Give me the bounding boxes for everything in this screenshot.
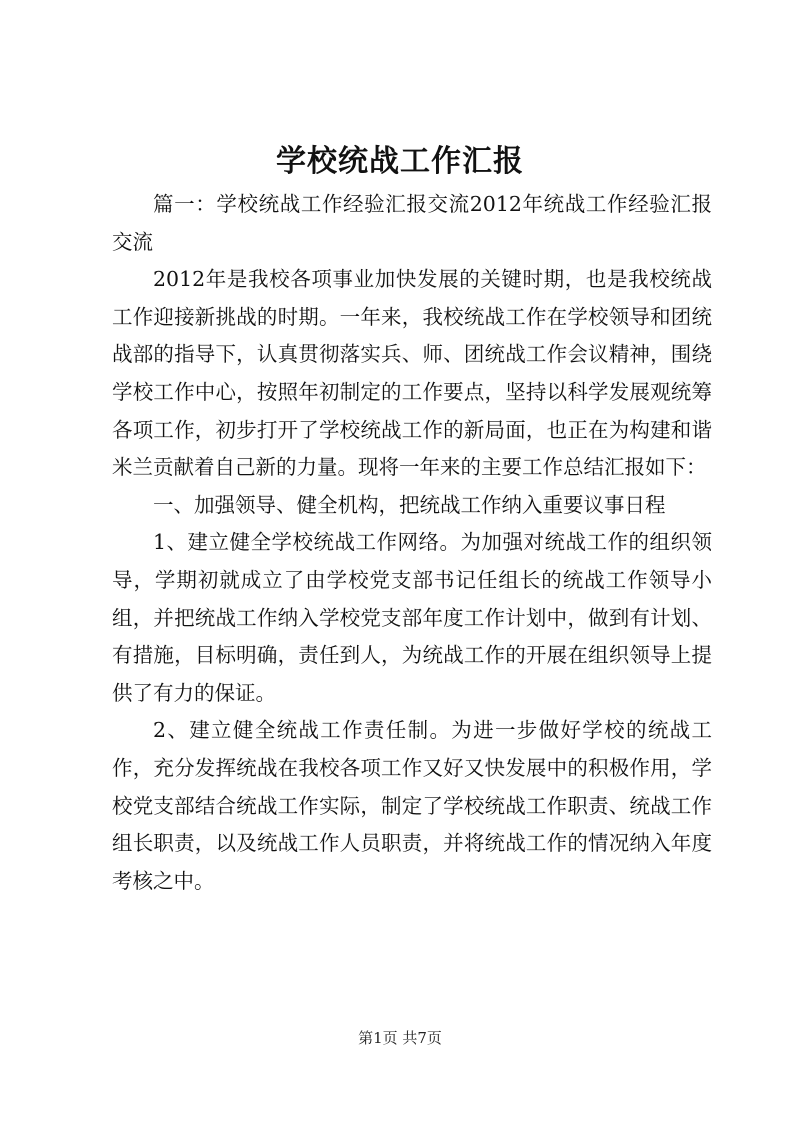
item-paragraph-2: 2、建立健全统战工作责任制。为进一步做好学校的统战工作，充分发挥统战在我校各项工作又好又快发展中的积极作用，学校党支部结合统战工作实际，制定了学校统战工作职责、统战工作组长职责，以及统战工作人员职责，并将统战工作的情况纳入年度考核之中。 bbox=[112, 718, 712, 893]
section-intro-paragraph: 篇一：学校统战工作经验汇报交流2012年统战工作经验汇报交流 bbox=[112, 192, 712, 254]
summary-paragraph: 2012年是我校各项事业加快发展的关键时期，也是我校统战工作迎接新挑战的时期。一年来，我校统战工作在学校领导和团统战部的指导下，认真贯彻落实兵、师、团统战工作会议精神，围绕学校工作中心，按照年初制定的工作要点，坚持以科学发展观统筹各项工作，初步打开了学校统战工作的新局面，也正在为构建和谐米兰贡献着自己新的力量。现将一年来的主要工作总结汇报如下： bbox=[112, 267, 712, 480]
document-title: 学校统战工作汇报 bbox=[276, 144, 524, 179]
item-paragraph-1: 1、建立健全学校统战工作网络。为加强对统战工作的组织领导，学期初就成立了由学校党支部书记任组长的统战工作领导小组，并把统战工作纳入学校党支部年度工作计划中，做到有计划、有措施，目标明确，责任到人，为统战工作的开展在组织领导上提供了有力的保证。 bbox=[112, 530, 712, 705]
page-number-footer: 第1页 共7页 bbox=[358, 1029, 442, 1047]
section-heading: 一、加强领导、健全机构，把统战工作纳入重要议事日程 bbox=[153, 492, 666, 517]
document-body bbox=[112, 186, 712, 900]
